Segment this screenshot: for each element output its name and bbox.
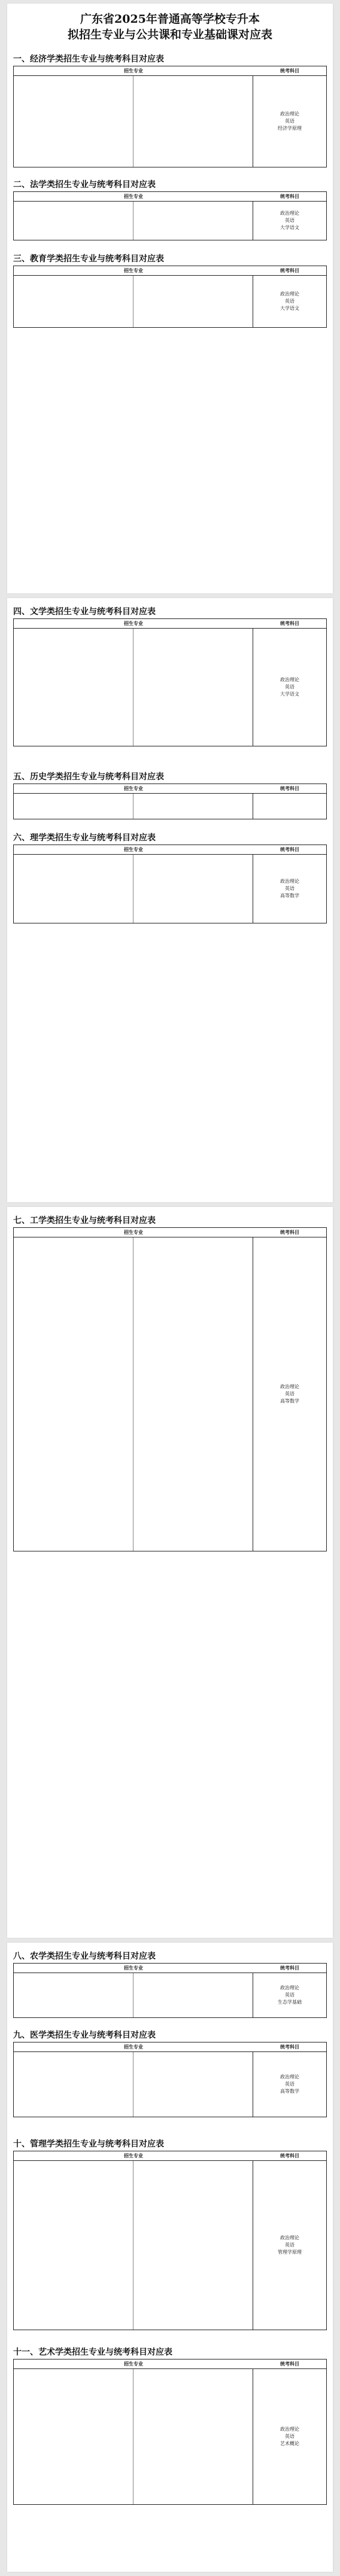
exam-subject: 管理学原理 <box>278 2249 302 2255</box>
exam-subject: 英语 <box>285 218 295 223</box>
exam-subject: 高等数学 <box>280 2089 299 2094</box>
exam-subjects-cell <box>253 2052 326 2117</box>
exam-subjects-cell <box>253 1237 326 1551</box>
document-page-1 <box>7 4 333 593</box>
section-title-economics: 一、经济学类招生专业与统考科目对应表 <box>13 54 164 64</box>
table-literature <box>13 618 327 746</box>
major-column-left <box>14 794 133 819</box>
major-column-right <box>133 276 253 327</box>
table-history <box>13 784 327 819</box>
table-engineering <box>13 1227 327 1551</box>
header-major: 招生专业 <box>124 1965 143 1971</box>
table-economics <box>13 66 327 167</box>
header-major: 招生专业 <box>124 68 143 74</box>
major-column-right <box>133 1973 253 2017</box>
section-title-law: 二、法学类招生专业与统考科目对应表 <box>13 180 156 190</box>
exam-subject: 英语 <box>285 1992 295 1998</box>
major-column-right <box>133 202 253 240</box>
exam-subjects-cell <box>253 629 326 746</box>
exam-subject: 政治理论 <box>280 1384 299 1389</box>
major-column-right <box>133 855 253 923</box>
section-title-education: 三、教育学类招生专业与统考科目对应表 <box>13 254 164 264</box>
exam-subject: 高等数学 <box>280 1398 299 1404</box>
header-major: 招生专业 <box>124 1230 143 1235</box>
exam-subject: 大学语文 <box>280 691 299 697</box>
header-exam: 统考科目 <box>280 1965 299 1971</box>
major-column-left <box>14 76 133 167</box>
header-exam: 统考科目 <box>280 194 299 199</box>
table-agriculture <box>13 1963 327 2018</box>
major-column-left <box>14 855 133 923</box>
exam-subjects-cell <box>253 1973 326 2017</box>
header-major: 招生专业 <box>124 786 143 791</box>
exam-subjects-cell <box>253 2161 326 2330</box>
document-page-2 <box>7 598 333 1202</box>
document-title-line-1: 广东省2025年普通高等学校专升本 <box>80 13 260 26</box>
exam-subject: 经济学原理 <box>278 126 302 131</box>
major-column-left <box>14 629 133 746</box>
table-law <box>13 191 327 240</box>
exam-subject: 英语 <box>285 118 295 124</box>
header-exam: 统考科目 <box>280 2153 299 2159</box>
header-exam: 统考科目 <box>280 847 299 852</box>
table-arts <box>13 2359 327 2505</box>
exam-subject: 英语 <box>285 2434 295 2439</box>
table-medicine <box>13 2042 327 2117</box>
exam-subjects-cell <box>253 794 326 819</box>
document-title-line-2: 拟招生专业与公共课和专业基础课对应表 <box>67 28 272 41</box>
table-science <box>13 845 327 923</box>
section-title-agriculture: 八、农学类招生专业与统考科目对应表 <box>13 1952 156 1961</box>
exam-subject: 政治理论 <box>280 2074 299 2080</box>
section-note <box>14 2507 326 2525</box>
exam-subject: 政治理论 <box>280 677 299 682</box>
table-education <box>13 266 327 328</box>
major-column-left <box>14 2369 133 2504</box>
exam-subject: 英语 <box>285 684 295 690</box>
exam-subject: 英语 <box>285 886 295 891</box>
exam-subject: 政治理论 <box>280 879 299 884</box>
section-title-science: 六、理学类招生专业与统考科目对应表 <box>13 833 156 843</box>
table-management <box>13 2151 327 2330</box>
major-column-right <box>133 794 253 819</box>
major-column-left <box>14 1973 133 2017</box>
exam-subjects-cell <box>253 276 326 327</box>
exam-subject: 政治理论 <box>280 2426 299 2432</box>
section-note <box>14 330 326 348</box>
header-major: 招生专业 <box>124 621 143 626</box>
major-column-right <box>133 2369 253 2504</box>
exam-subject: 大学语文 <box>280 306 299 311</box>
major-column-right <box>133 629 253 746</box>
header-exam: 统考科目 <box>280 2361 299 2367</box>
header-exam: 统考科目 <box>280 786 299 791</box>
major-column-right <box>133 2052 253 2117</box>
exam-subject: 高等数学 <box>280 893 299 898</box>
exam-subject: 政治理论 <box>280 111 299 117</box>
major-column-left <box>14 2161 133 2330</box>
exam-subject: 英语 <box>285 298 295 304</box>
section-title-history: 五、历史学类招生专业与统考科目对应表 <box>13 772 164 782</box>
header-exam: 统考科目 <box>280 68 299 74</box>
major-column-left <box>14 2052 133 2117</box>
section-note <box>14 2120 326 2133</box>
exam-subject: 英语 <box>285 2081 295 2087</box>
section-title-management: 十、管理学类招生专业与统考科目对应表 <box>13 2139 164 2149</box>
header-major: 招生专业 <box>124 268 143 273</box>
exam-subjects-cell <box>253 2369 326 2504</box>
header-major: 招生专业 <box>124 194 143 199</box>
exam-subject: 生态学基础 <box>278 1999 302 2005</box>
document-page-3 <box>7 1207 333 1938</box>
header-major: 招生专业 <box>124 2153 143 2159</box>
header-exam: 统考科目 <box>280 2044 299 2050</box>
header-exam: 统考科目 <box>280 621 299 626</box>
exam-subjects-cell <box>253 76 326 167</box>
section-title-arts: 十一、艺术学类招生专业与统考科目对应表 <box>13 2348 172 2357</box>
major-column-left <box>14 1237 133 1551</box>
header-major: 招生专业 <box>124 2044 143 2050</box>
section-note <box>14 1554 326 1572</box>
exam-subjects-cell <box>253 202 326 240</box>
section-note <box>14 749 326 762</box>
exam-subject: 英语 <box>285 2242 295 2248</box>
exam-subject: 政治理论 <box>280 1985 299 1990</box>
document-page-4 <box>7 1943 333 2572</box>
exam-subject: 政治理论 <box>280 291 299 297</box>
header-exam: 统考科目 <box>280 268 299 273</box>
section-title-engineering: 七、工学类招生专业与统考科目对应表 <box>13 1216 156 1225</box>
major-column-left <box>14 202 133 240</box>
exam-subject: 大学语文 <box>280 225 299 230</box>
header-major: 招生专业 <box>124 2361 143 2367</box>
exam-subject: 艺术概论 <box>280 2441 299 2446</box>
exam-subject: 政治理论 <box>280 211 299 216</box>
major-column-left <box>14 276 133 327</box>
major-column-right <box>133 2161 253 2330</box>
exam-subjects-cell <box>253 855 326 923</box>
major-column-right <box>133 1237 253 1551</box>
header-exam: 统考科目 <box>280 1230 299 1235</box>
section-title-medicine: 九、医学类招生专业与统考科目对应表 <box>13 2031 156 2040</box>
exam-subject: 政治理论 <box>280 2235 299 2240</box>
header-major: 招生专业 <box>124 847 143 852</box>
section-title-literature: 四、文学类招生专业与统考科目对应表 <box>13 607 156 617</box>
exam-subject: 英语 <box>285 1391 295 1397</box>
major-column-right <box>133 76 253 167</box>
